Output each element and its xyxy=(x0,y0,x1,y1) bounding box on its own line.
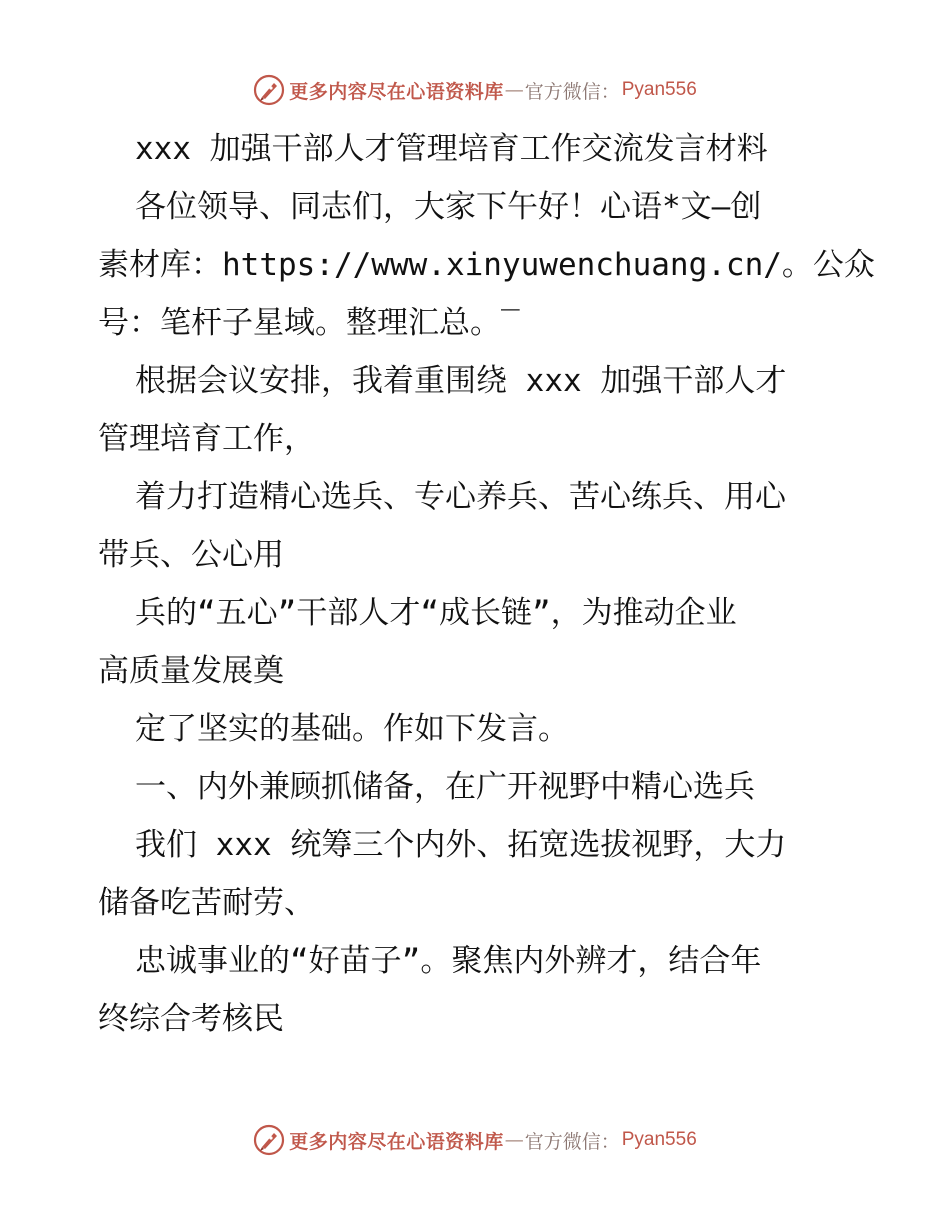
banner-site-text: 更多内容尽在心语资料库 xyxy=(289,80,504,103)
banner-wechat-label: 官方微信： xyxy=(524,80,620,103)
paragraph-line: 素材库：https://www.xinyuwenchuang.cn/。公众 xyxy=(98,247,875,283)
paragraph-line: 各位领导、同志们，大家下午好！心语*文—创 xyxy=(135,189,762,225)
banner-site-text: 更多内容尽在心语资料库 xyxy=(289,1130,504,1153)
paragraph-line: 管理培育工作， xyxy=(98,421,315,457)
paragraph-line: 着力打造精心选兵、专心养兵、苦心练兵、用心 xyxy=(135,479,786,515)
footer-banner xyxy=(0,1120,950,1160)
banner-dash: — xyxy=(504,1129,524,1151)
paragraph-line: 高质量发展奠 xyxy=(98,653,284,689)
paragraph-line: 号：笔杆子星域。整理汇总。‾ xyxy=(98,305,520,341)
banner-wechat-label: 官方微信： xyxy=(524,1130,620,1153)
banner-wechat-id: Pyan556 xyxy=(621,79,697,100)
paragraph-line: 忠诚事业的“好苗子”。聚焦内外辨才，结合年 xyxy=(135,943,762,979)
paragraph-line: 终综合考核民 xyxy=(98,1001,284,1037)
paragraph-line: 根据会议安排，我着重围绕 xxx 加强干部人才 xyxy=(135,363,787,399)
paragraph-line: 我们 xxx 统筹三个内外、拓宽选拔视野，大力 xyxy=(135,827,787,863)
paragraph-line: 定了坚实的基础。作如下发言。 xyxy=(135,711,569,747)
document-body xyxy=(98,120,875,1048)
pen-nib-logo-icon xyxy=(253,1124,285,1156)
banner-dash: — xyxy=(504,79,524,101)
pen-nib-logo-icon xyxy=(253,74,285,106)
paragraph-line: 储备吃苦耐劳、 xyxy=(98,885,315,921)
document-title: xxx 加强干部人才管理培育工作交流发言材料 xyxy=(135,131,768,167)
banner-wechat-id: Pyan556 xyxy=(621,1129,697,1150)
paragraph-line: 带兵、公心用 xyxy=(98,537,284,573)
section-heading: 一、内外兼顾抓储备，在广开视野中精心选兵 xyxy=(135,769,755,805)
paragraph-line: 兵的“五心”干部人才“成长链”，为推动企业 xyxy=(135,595,737,631)
header-banner xyxy=(0,70,950,110)
